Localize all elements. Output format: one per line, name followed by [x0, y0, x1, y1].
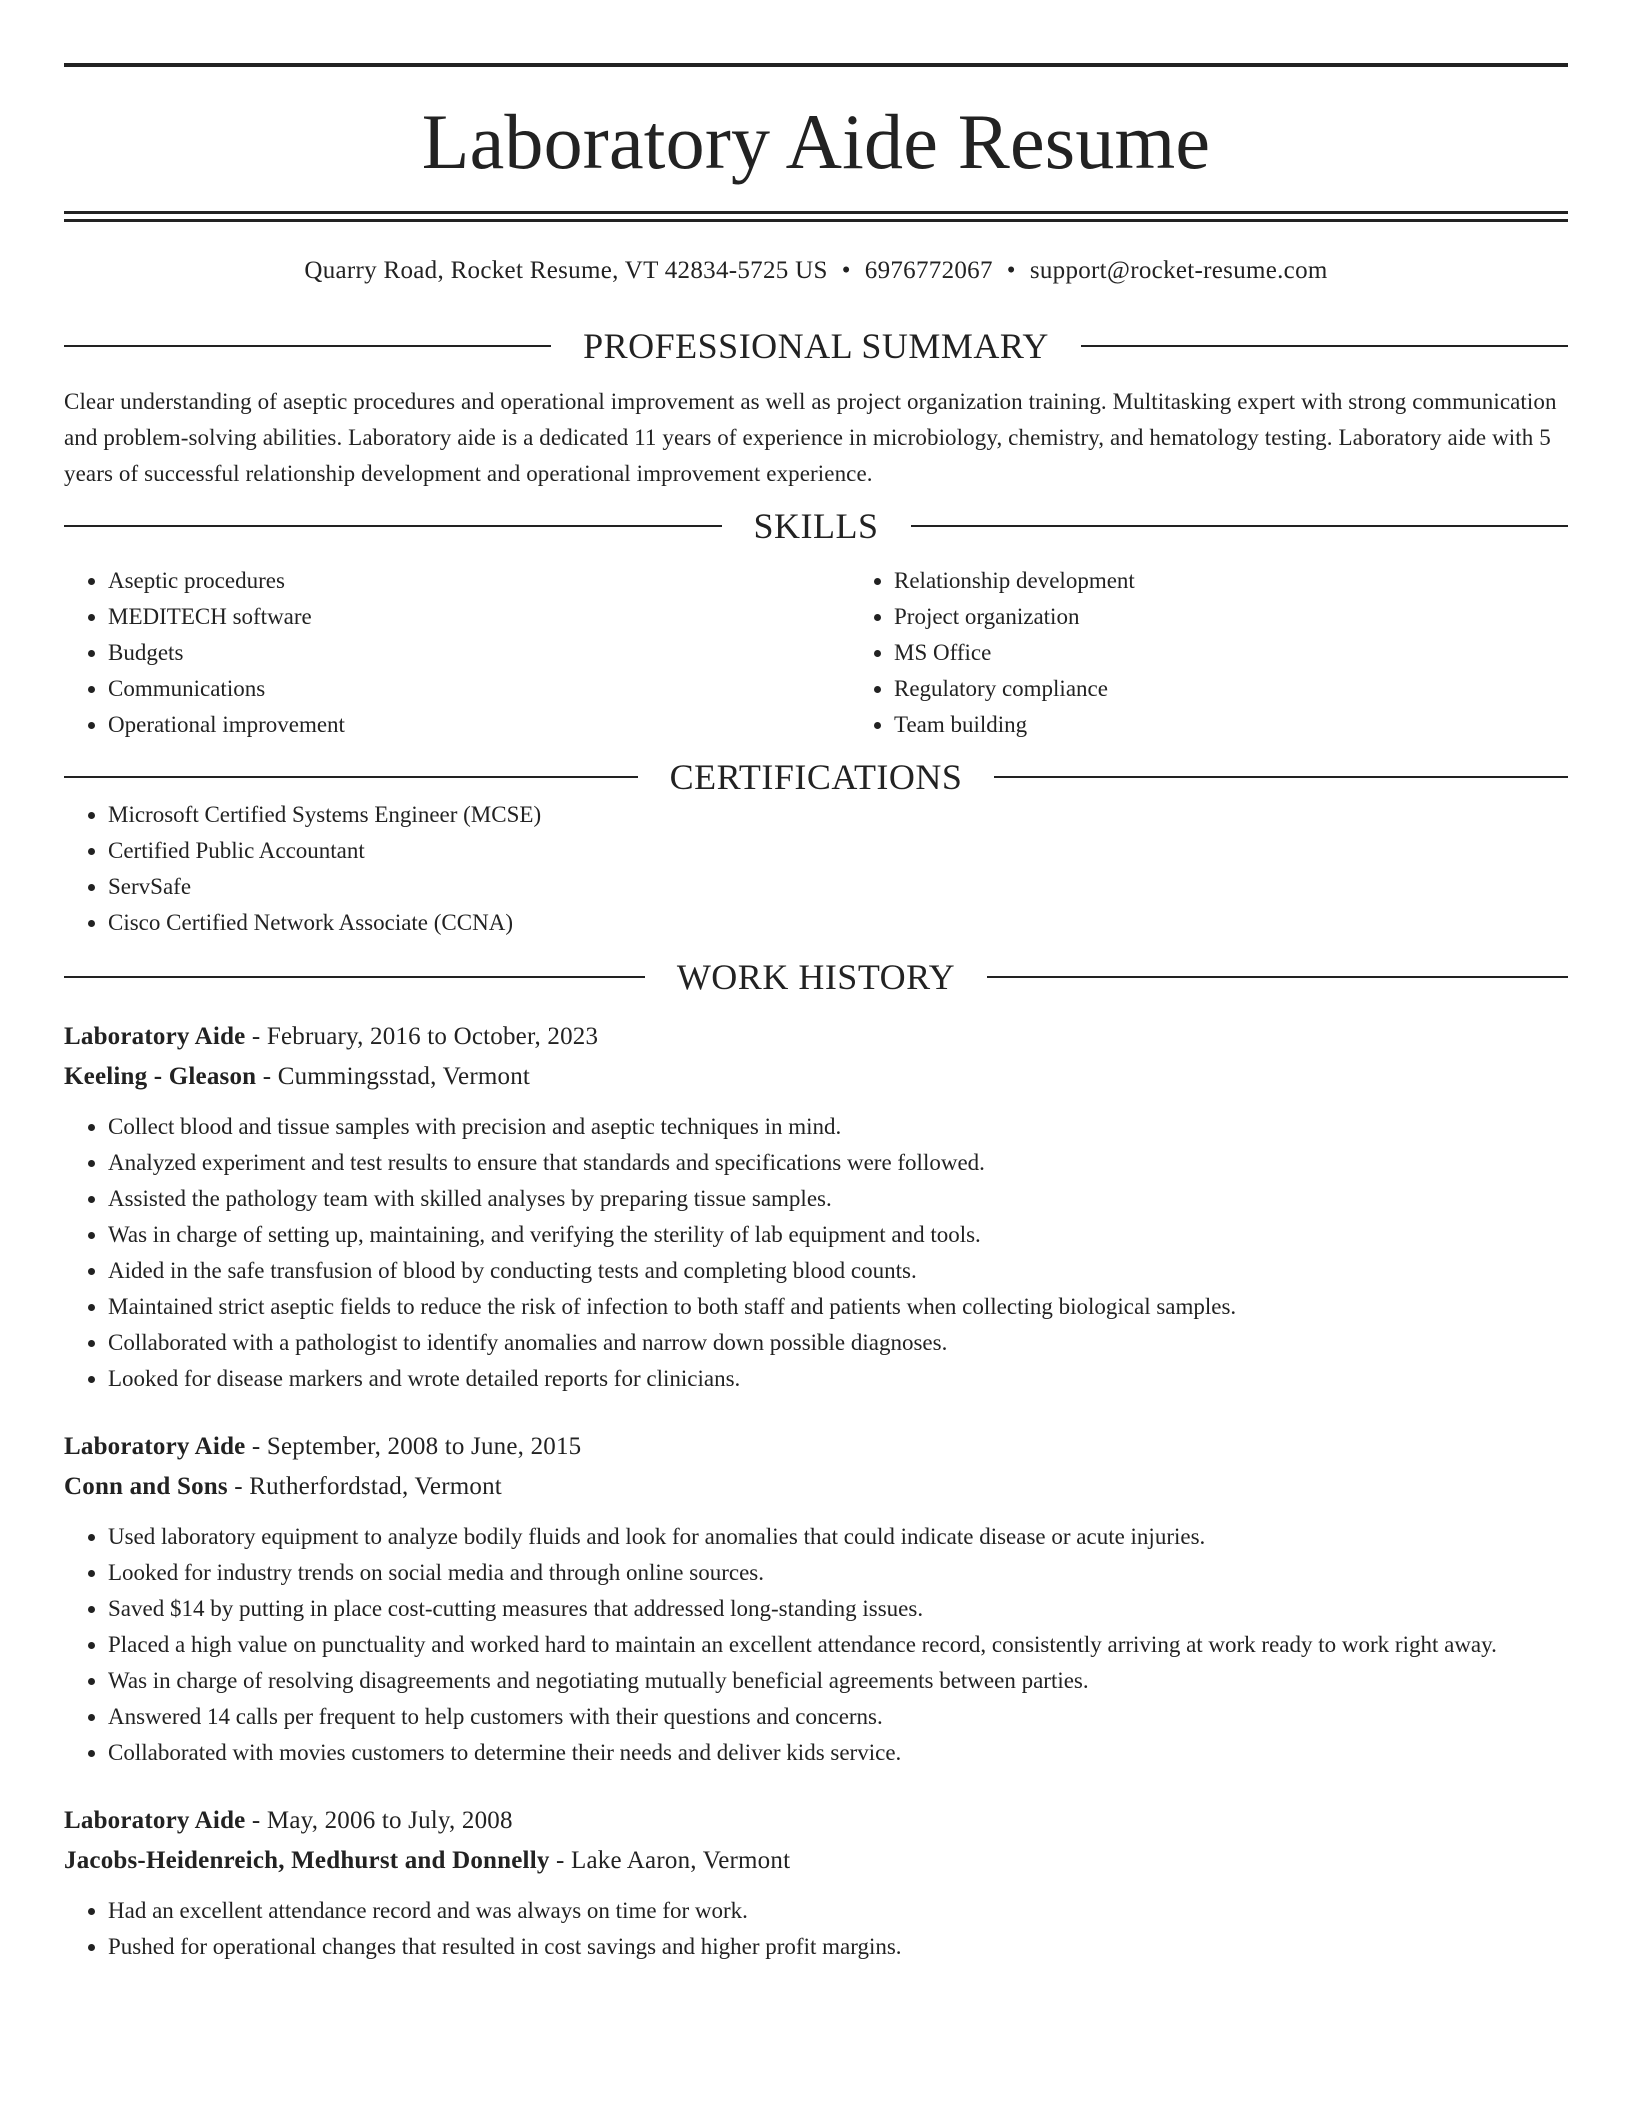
contact-phone: 6976772067 — [864, 257, 993, 284]
certifications-list — [64, 797, 1568, 941]
skill-item: • Communications — [108, 671, 850, 707]
job-company: Jacobs-Heidenreich, Medhurst and Donnelly — [64, 1847, 550, 1874]
certification-item: • Microsoft Certified Systems Engineer (MCSE) — [108, 797, 1568, 833]
job-duty: • Answered 14 calls per frequent to help customers with their questions and concerns. — [108, 1699, 1568, 1735]
job-title: Laboratory Aide — [64, 1433, 246, 1460]
job-duties-list — [64, 1893, 1568, 1965]
job-duty: • Looked for industry trends on social media and through online sources. — [108, 1555, 1568, 1591]
job-duty: • Placed a high value on punctuality and worked hard to maintain an excellent attendance record, consistently arriving at work ready to work right away. — [108, 1627, 1568, 1663]
job-duty: • Saved $14 by putting in place cost-cutting measures that addressed long-standing issues. — [108, 1591, 1568, 1627]
contact-email: support@rocket-resume.com — [1029, 257, 1328, 284]
section-header-certifications — [64, 757, 1568, 797]
job-title-line — [64, 1801, 1568, 1841]
job-duty: • Collaborated with a pathologist to identify anomalies and narrow down possible diagnoses. — [108, 1325, 1568, 1361]
job-entry — [64, 1017, 1568, 1397]
resume-page — [64, 0, 1568, 1965]
skills-list-right — [850, 563, 1632, 743]
section-title-summary: PROFESSIONAL SUMMARY — [583, 326, 1049, 366]
job-company-line — [64, 1057, 1568, 1097]
section-title-work-history: WORK HISTORY — [676, 957, 956, 997]
skill-item: • MEDITECH software — [108, 599, 850, 635]
section-header-work-history — [64, 957, 1568, 997]
skills-columns — [64, 563, 1568, 743]
job-location: - Lake Aaron, Vermont — [549, 1847, 791, 1874]
job-entry — [64, 1801, 1568, 1965]
skill-item: • Operational improvement — [108, 707, 850, 743]
skill-item: • Regulatory compliance — [894, 671, 1632, 707]
job-duty: • Was in charge of setting up, maintaining, and verifying the sterility of lab equipment and tools. — [108, 1217, 1568, 1253]
job-duty: • Had an excellent attendance record and was always on time for work. — [108, 1893, 1568, 1929]
section-rule-left — [64, 976, 645, 978]
job-duty: • Collaborated with movies customers to determine their needs and deliver kids service. — [108, 1735, 1568, 1771]
section-rule-left — [64, 345, 551, 347]
job-entry — [64, 1427, 1568, 1771]
section-rule-right — [1081, 345, 1568, 347]
title-double-rule — [64, 211, 1568, 222]
contact-separator: • — [1006, 257, 1016, 284]
section-rule-right — [987, 976, 1568, 978]
skill-item: • Aseptic procedures — [108, 563, 850, 599]
skill-item: • Team building — [894, 707, 1632, 743]
job-duty: • Was in charge of resolving disagreements and negotiating mutually beneficial agreements between parties. — [108, 1663, 1568, 1699]
section-title-skills: SKILLS — [753, 506, 879, 546]
job-dates: - September, 2008 to June, 2015 — [245, 1433, 582, 1460]
job-location: - Cummingsstad, Vermont — [256, 1063, 531, 1090]
job-duty: • Assisted the pathology team with skilled analyses by preparing tissue samples. — [108, 1181, 1568, 1217]
summary-paragraph: Clear understanding of aseptic procedures and operational improvement as well as project organization training. Multitasking expert with strong communication and problem-solving abilities. Laboratory aide is a dedicated 11 years of experience in microbiology, chemistry, and hematology testing. Laboratory aide with 5 years of successful relationship development and operational improvement experience. — [64, 389, 1557, 486]
job-duty: • Analyzed experiment and test results to ensure that standards and specifications were followed. — [108, 1145, 1568, 1181]
skill-item: • Budgets — [108, 635, 850, 671]
skill-item: • Relationship development — [894, 563, 1632, 599]
skill-item: • MS Office — [894, 635, 1632, 671]
section-rule-left — [64, 776, 638, 778]
job-duties-list — [64, 1519, 1568, 1771]
job-location: - Rutherfordstad, Vermont — [227, 1473, 502, 1500]
job-company: Keeling - Gleason — [64, 1063, 257, 1090]
job-title-line — [64, 1427, 1568, 1467]
section-rule-right — [994, 776, 1568, 778]
job-duty: • Maintained strict aseptic fields to reduce the risk of infection to both staff and patients when collecting biological samples. — [108, 1289, 1568, 1325]
skills-list-left — [64, 563, 850, 743]
section-header-skills — [64, 506, 1568, 546]
job-duties-list — [64, 1109, 1568, 1397]
contact-line — [64, 256, 1568, 286]
section-header-summary — [64, 326, 1568, 366]
job-title: Laboratory Aide — [64, 1807, 246, 1834]
contact-address: Quarry Road, Rocket Resume, VT 42834-5725 US — [304, 257, 828, 284]
job-title: Laboratory Aide — [64, 1023, 246, 1050]
job-title-line — [64, 1017, 1568, 1057]
certification-item: • Cisco Certified Network Associate (CCNA) — [108, 905, 1568, 941]
job-company-line — [64, 1467, 1568, 1507]
resume-title: Laboratory Aide Resume — [421, 98, 1211, 185]
job-dates: - May, 2006 to July, 2008 — [245, 1807, 513, 1834]
job-company-line — [64, 1841, 1568, 1881]
certification-item: • ServSafe — [108, 869, 1568, 905]
top-rule — [64, 63, 1568, 67]
job-duty: • Pushed for operational changes that resulted in cost savings and higher profit margins. — [108, 1929, 1568, 1965]
job-duty: • Aided in the safe transfusion of blood by conducting tests and completing blood counts. — [108, 1253, 1568, 1289]
skill-item: • Project organization — [894, 599, 1632, 635]
section-title-certifications: CERTIFICATIONS — [669, 757, 963, 797]
job-company: Conn and Sons — [64, 1473, 228, 1500]
section-rule-right — [911, 525, 1569, 527]
job-duty: • Used laboratory equipment to analyze bodily fluids and look for anomalies that could indicate disease or acute injuries. — [108, 1519, 1568, 1555]
job-dates: - February, 2016 to October, 2023 — [245, 1023, 599, 1050]
job-duty: • Collect blood and tissue samples with precision and aseptic techniques in mind. — [108, 1109, 1568, 1145]
job-duty: • Looked for disease markers and wrote detailed reports for clinicians. — [108, 1361, 1568, 1397]
section-rule-left — [64, 525, 722, 527]
certification-item: • Certified Public Accountant — [108, 833, 1568, 869]
contact-separator: • — [841, 257, 851, 284]
